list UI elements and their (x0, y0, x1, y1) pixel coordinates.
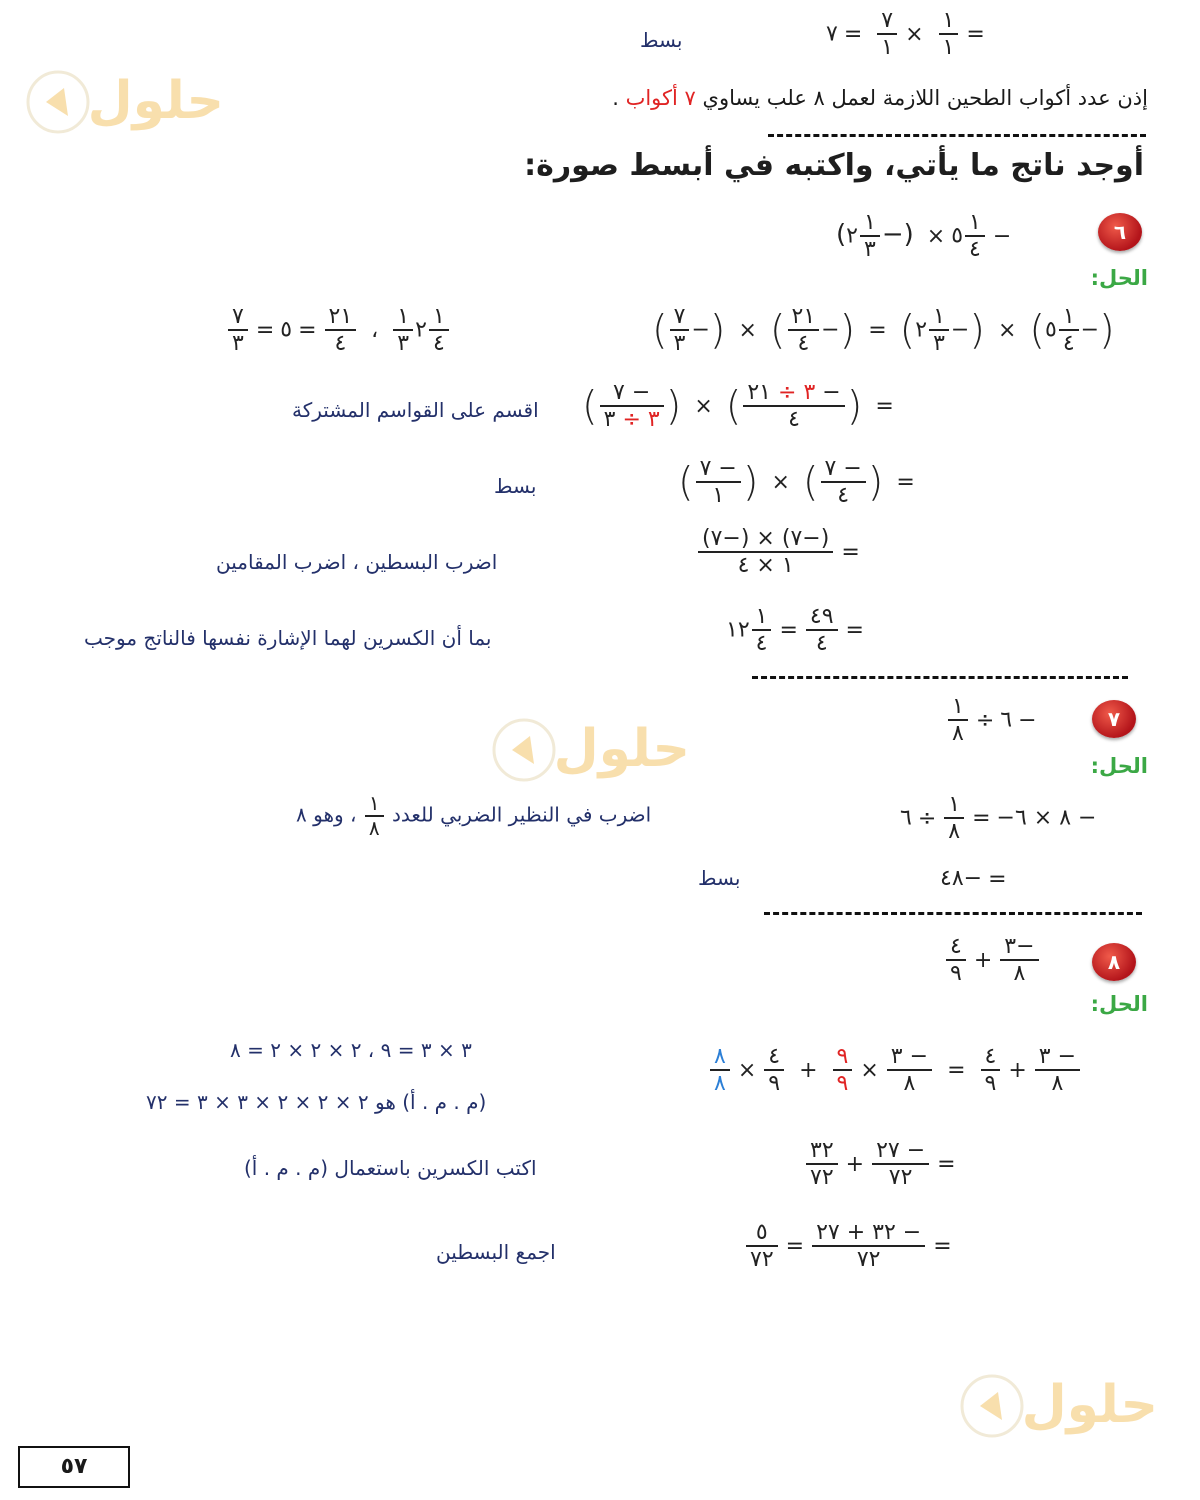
result-value: ٧ أكواب (625, 86, 696, 110)
note-simplify: بسط (698, 866, 741, 890)
note-simplify: بسط (494, 474, 537, 498)
result-prefix: إذن عدد أكواب الطحين اللازمة لعمل ٨ علب يساوي (702, 86, 1148, 110)
divider (752, 676, 1128, 679)
note-multiply: اضرب البسطين ، اضرب المقامين (216, 550, 498, 574)
section-heading: أوجد ناتج ما يأتي، واكتبه في أبسط صورة: (524, 148, 1144, 183)
problem-7-expression: $\frac{١}{٨}$ ÷ ٦ − (946, 694, 1043, 747)
problem-6-expression: (٢ $\frac{١}{٣}$ −) × ٥ $\frac{١}{٤}$ − (836, 210, 1012, 263)
watermark-logo (958, 1362, 1168, 1446)
problem-6-step3: ( $\frac{٧ -}{١}$ ) × ( $\frac{٧ -}{٤}$ ) = (678, 456, 915, 509)
problem-6-step2: ( $\frac{٧ -}{٣ \div ٣}$ ) × ( $\frac{٣ \div ٢١ -}{٤}$ ) = (582, 380, 894, 433)
solution-label: الحل: (1090, 992, 1148, 1016)
page-number: ٥٧ (18, 1446, 130, 1488)
result-sentence (612, 86, 1148, 110)
top-equation: ٧ = $\frac{٧}{١}$ × $\frac{١}{١}$ = (826, 8, 985, 61)
note-divide-common: اقسم على القواسم المشتركة (292, 398, 539, 422)
solution-label: الحل: (1090, 266, 1148, 290)
note-sign-positive: بما أن الكسرين لهما الإشارة نفسها فالناتج موجب (84, 626, 492, 650)
problem-6-conversions: $\frac{٧}{٣}$ = ٢ $\frac{١}{٣}$ ، $\frac{٢١}{٤}$ =٥ $\frac{١}{٤}$ (226, 304, 451, 357)
svg-text:حلول: حلول (87, 71, 224, 131)
problem-number-badge: ٦ (1098, 213, 1142, 251)
watermark-logo (490, 706, 700, 790)
problem-8-step3: $\frac{٥}{٧٢}$ = $\frac{٣٢ + ٢٧ -}{٧٢}$ = (744, 1220, 958, 1273)
problem-8-step1: $\frac{٨}{٨}$ × $\frac{٤}{٩}$ + $\frac{٩}{٩}$ × $\frac{٣ -}{٨}$ = $\frac{٤}{٩}$ + $\frac{٣ -}{٨}$ (708, 1044, 1082, 1097)
problem-6-step5: ١٢ $\frac{١}{٤}$ = $\frac{٤٩}{٤}$ = (726, 604, 864, 657)
divider (768, 134, 1146, 137)
problem-8-expression: $\frac{٤}{٩}$ + $\frac{٣-}{٨}$ (944, 934, 1041, 987)
problem-7-step1: ٨ × ٦−= $\frac{١}{٨}$ ÷٦ − (900, 792, 1097, 845)
problem-number-badge: ٧ (1092, 700, 1136, 738)
note-factorization: ٣ × ٣ = ٩ ، ٢ × ٢ × ٢ = ٨ (230, 1038, 472, 1062)
note-reciprocal-tail: ، وهو ٨ (296, 802, 357, 827)
divider (764, 912, 1142, 915)
watermark-logo (24, 58, 234, 142)
problem-6-step4: $\frac{(٧-) \times (٧-)}{١ \times ٤}$ = (696, 526, 866, 579)
result-suffix: . (612, 86, 619, 110)
problem-8-step2: $\frac{٣٢}{٧٢}$ + $\frac{٢٧ -}{٧٢}$ = (804, 1138, 962, 1191)
svg-text:حلول: حلول (1021, 1375, 1158, 1435)
solution-label: الحل: (1090, 754, 1148, 778)
problem-6-step1: ( $\frac{٧}{٣}$ −) × ( $\frac{٢١}{٤}$ −) = (٢ $\frac{١}{٣}$ −) × (٥ $\frac{١}{٤}$ −) (652, 304, 1115, 357)
note-lcm: (م . م . أ) هو ٢ × ٢ × ٢ × ٣ × ٣ = ٧٢ (146, 1090, 487, 1114)
problem-number-badge: ٨ (1092, 943, 1136, 981)
note-write-with-lcm: اكتب الكسرين باستعمال (م . م . أ) (244, 1156, 537, 1180)
note-reciprocal-fraction: $\frac{١}{٨}$ (365, 792, 384, 840)
note-add-numerators: اجمع البسطين (436, 1240, 556, 1264)
problem-7-step2: ٤٨− = (940, 866, 1007, 892)
svg-text:حلول: حلول (553, 719, 690, 779)
note-reciprocal (296, 792, 651, 840)
note-simplify: بسط (640, 28, 683, 52)
note-reciprocal-text: اضرب في النظير الضربي للعدد (391, 802, 652, 827)
